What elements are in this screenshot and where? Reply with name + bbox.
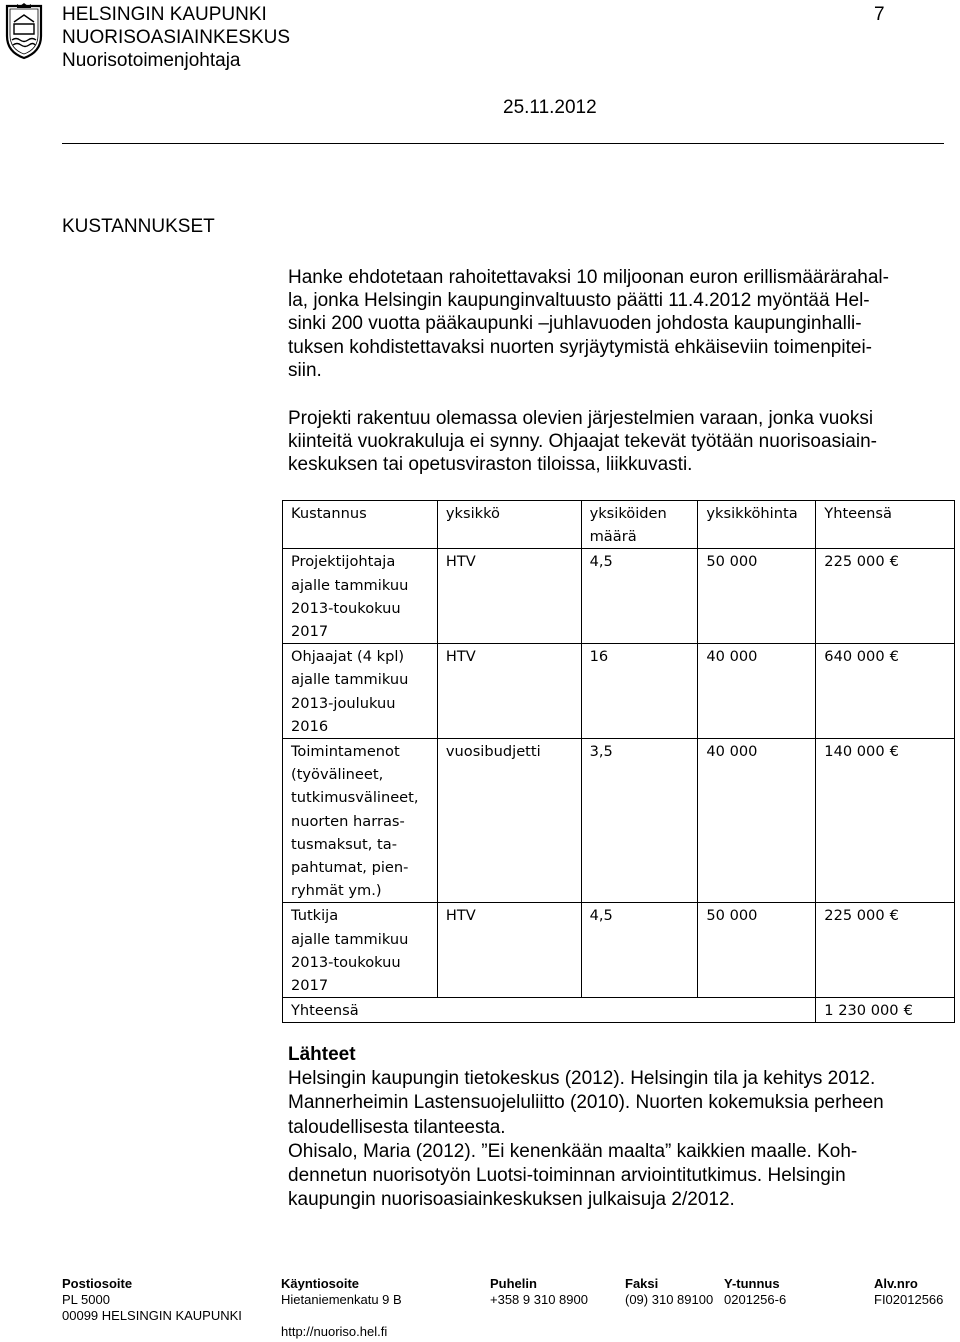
cost-item-line: Projektijohtaja	[291, 553, 396, 571]
footer-postal-address	[62, 1276, 242, 1324]
unit-price-cell: 50 000	[698, 549, 816, 644]
facilities-paragraph	[288, 407, 948, 477]
header-quantity-line: määrä	[589, 528, 637, 546]
sum-total-value: 1 230 000	[824, 1002, 899, 1020]
source-line: dennetun nuorisotyön Luotsi-toiminnan arviointitutkimus. Helsingin	[288, 1165, 846, 1187]
sum-label: Yhteensä	[283, 998, 816, 1023]
cost-item	[283, 549, 438, 644]
footer-fax	[625, 1276, 713, 1308]
funding-paragraph	[288, 266, 948, 382]
footer-label: Y-tunnus	[724, 1276, 780, 1291]
cost-item-line: ryhmät ym.)	[291, 882, 382, 900]
cost-item-line: 2013-toukokuu	[291, 599, 401, 617]
footer-value: +358 9 310 8900	[490, 1292, 588, 1307]
total-value: 640 000	[824, 648, 885, 666]
cost-table	[282, 500, 955, 1023]
footer-value: (09) 310 89100	[625, 1292, 714, 1307]
header-quantity-line: yksiköiden	[589, 505, 667, 522]
total-cell	[816, 644, 955, 739]
euro-sign: €	[889, 553, 899, 571]
org-department: NUORISOASIAINKESKUS	[62, 27, 291, 48]
cost-item-line: 2017	[291, 623, 329, 641]
sum-total-cell	[816, 998, 955, 1023]
table-row	[283, 549, 955, 644]
paragraph-line: siin.	[288, 359, 322, 381]
cost-item-line: (työvälineet,	[291, 766, 384, 784]
unit-price-cell: 40 000	[698, 644, 816, 739]
unit-cell: HTV	[437, 903, 581, 998]
cost-item-line: nuorten harras-	[291, 812, 405, 830]
cost-item-line: ajalle tammikuu	[291, 576, 409, 594]
quantity-cell: 4,5	[581, 903, 698, 998]
table-sum-row	[283, 998, 955, 1023]
footer-label: Käyntiosoite	[281, 1276, 360, 1291]
paragraph-line: keskuksen tai opetusviraston tiloissa, liikkuvasti.	[288, 454, 693, 476]
paragraph-line: sinki 200 vuotta pääkaupunki –juhlavuoden johdosta kaupunginhalli-	[288, 313, 862, 335]
cost-item-line: tusmaksut, ta-	[291, 835, 397, 853]
source-line: Ohisalo, Maria (2012). ”Ei kenenkään maalta” kaikkien maalle. Koh-	[288, 1140, 858, 1162]
document-date: 25.11.2012	[503, 97, 597, 118]
unit-price-cell: 40 000	[698, 739, 816, 903]
euro-sign: €	[889, 743, 899, 761]
quantity-cell: 4,5	[581, 549, 698, 644]
quantity-cell: 16	[581, 644, 698, 739]
total-value: 225 000	[824, 553, 885, 571]
cost-item-line: pahtumat, pien-	[291, 859, 409, 877]
section-title: KUSTANNUKSET	[62, 216, 215, 237]
cost-item	[283, 644, 438, 739]
paragraph-line: tuksen kohdistettavaksi nuorten syrjäytymistä ehkäiseviin toimenpitei-	[288, 336, 872, 358]
euro-sign: €	[889, 648, 899, 666]
paragraph-line: Hanke ehdotetaan rahoitettavaksi 10 miljoonan euron erillismäärärahal-	[288, 267, 889, 288]
header-quantity	[581, 501, 698, 549]
footer-value: Hietaniemenkatu 9 B	[281, 1292, 402, 1307]
footer-phone	[490, 1276, 588, 1308]
cost-item-line: 2016	[291, 717, 329, 735]
euro-sign: €	[889, 907, 899, 925]
cost-item-line: Toimintamenot	[291, 743, 400, 761]
sources-section	[288, 1043, 953, 1212]
footer-label: Postiosoite	[62, 1276, 133, 1291]
org-role: Nuorisotoimenjohtaja	[62, 50, 241, 71]
cost-item-line: ajalle tammikuu	[291, 930, 409, 948]
footer-spacer	[281, 1308, 402, 1324]
cost-item	[283, 739, 438, 903]
header-divider	[62, 143, 944, 144]
cost-item-line: ajalle tammikuu	[291, 671, 409, 689]
page-number: 7	[874, 4, 885, 25]
unit-cell: HTV	[437, 644, 581, 739]
unit-price-cell: 50 000	[698, 903, 816, 998]
source-line: Mannerheimin Lastensuojeluliitto (2010). Nuorten kokemuksia perheen	[288, 1092, 884, 1114]
header-unit-price: yksikköhinta	[698, 501, 816, 549]
table-header-row	[283, 501, 955, 549]
cost-item-line: Tutkija	[291, 907, 339, 925]
footer-visiting-address	[281, 1276, 402, 1340]
total-value: 140 000	[824, 743, 885, 761]
cost-item-line: 2013-joulukuu	[291, 694, 396, 712]
total-value: 225 000	[824, 907, 885, 925]
cost-item-line: 2013-toukokuu	[291, 953, 401, 971]
total-cell	[816, 549, 955, 644]
helsinki-crest-icon	[4, 2, 44, 60]
table-row	[283, 644, 955, 739]
sources-title: Lähteet	[288, 1044, 356, 1065]
footer-business-id	[724, 1276, 786, 1308]
header-total: Yhteensä	[816, 501, 955, 549]
footer-label: Faksi	[625, 1276, 659, 1291]
source-line: Helsingin kaupungin tietokeskus (2012). Helsingin tila ja kehitys 2012.	[288, 1068, 876, 1090]
euro-sign: €	[903, 1002, 913, 1020]
source-line: kaupungin nuorisoasiainkeskuksen julkaisuja 2/2012.	[288, 1189, 735, 1211]
total-cell	[816, 903, 955, 998]
unit-cell: vuosibudjetti	[437, 739, 581, 903]
cost-item	[283, 903, 438, 998]
footer-value: PL 5000	[62, 1292, 110, 1307]
footer-website-link[interactable]: http://nuoriso.hel.fi	[281, 1324, 388, 1339]
cost-item-line: Ohjaajat (4 kpl)	[291, 648, 405, 666]
source-line: taloudellisesta tilanteesta.	[288, 1116, 506, 1138]
footer-label: Alv.nro	[874, 1276, 918, 1291]
paragraph-line: Projekti rakentuu olemassa olevien järjestelmien varaan, jonka vuoksi	[288, 408, 874, 429]
paragraph-line: kiinteitä vuokrakuluja ei synny. Ohjaajat tekevät työtään nuorisoasiain-	[288, 431, 877, 453]
cost-item-line: tutkimusvälineet,	[291, 789, 419, 807]
footer-value: FI02012566	[874, 1292, 944, 1307]
header-unit: yksikkö	[437, 501, 581, 549]
header-cost: Kustannus	[283, 501, 438, 549]
paragraph-line: la, jonka Helsingin kaupunginvaltuusto päätti 11.4.2012 myöntää Hel-	[288, 290, 870, 312]
footer-value: 0201256-6	[724, 1292, 787, 1307]
cost-item-line: 2017	[291, 977, 329, 995]
table-row	[283, 739, 955, 903]
footer-label: Puhelin	[490, 1276, 537, 1291]
unit-cell: HTV	[437, 549, 581, 644]
org-name: HELSINGIN KAUPUNKI	[62, 4, 267, 25]
table-row	[283, 903, 955, 998]
total-cell	[816, 739, 955, 903]
footer-vat-number	[874, 1276, 943, 1308]
quantity-cell: 3,5	[581, 739, 698, 903]
footer-value: 00099 HELSINGIN KAUPUNKI	[62, 1308, 242, 1323]
